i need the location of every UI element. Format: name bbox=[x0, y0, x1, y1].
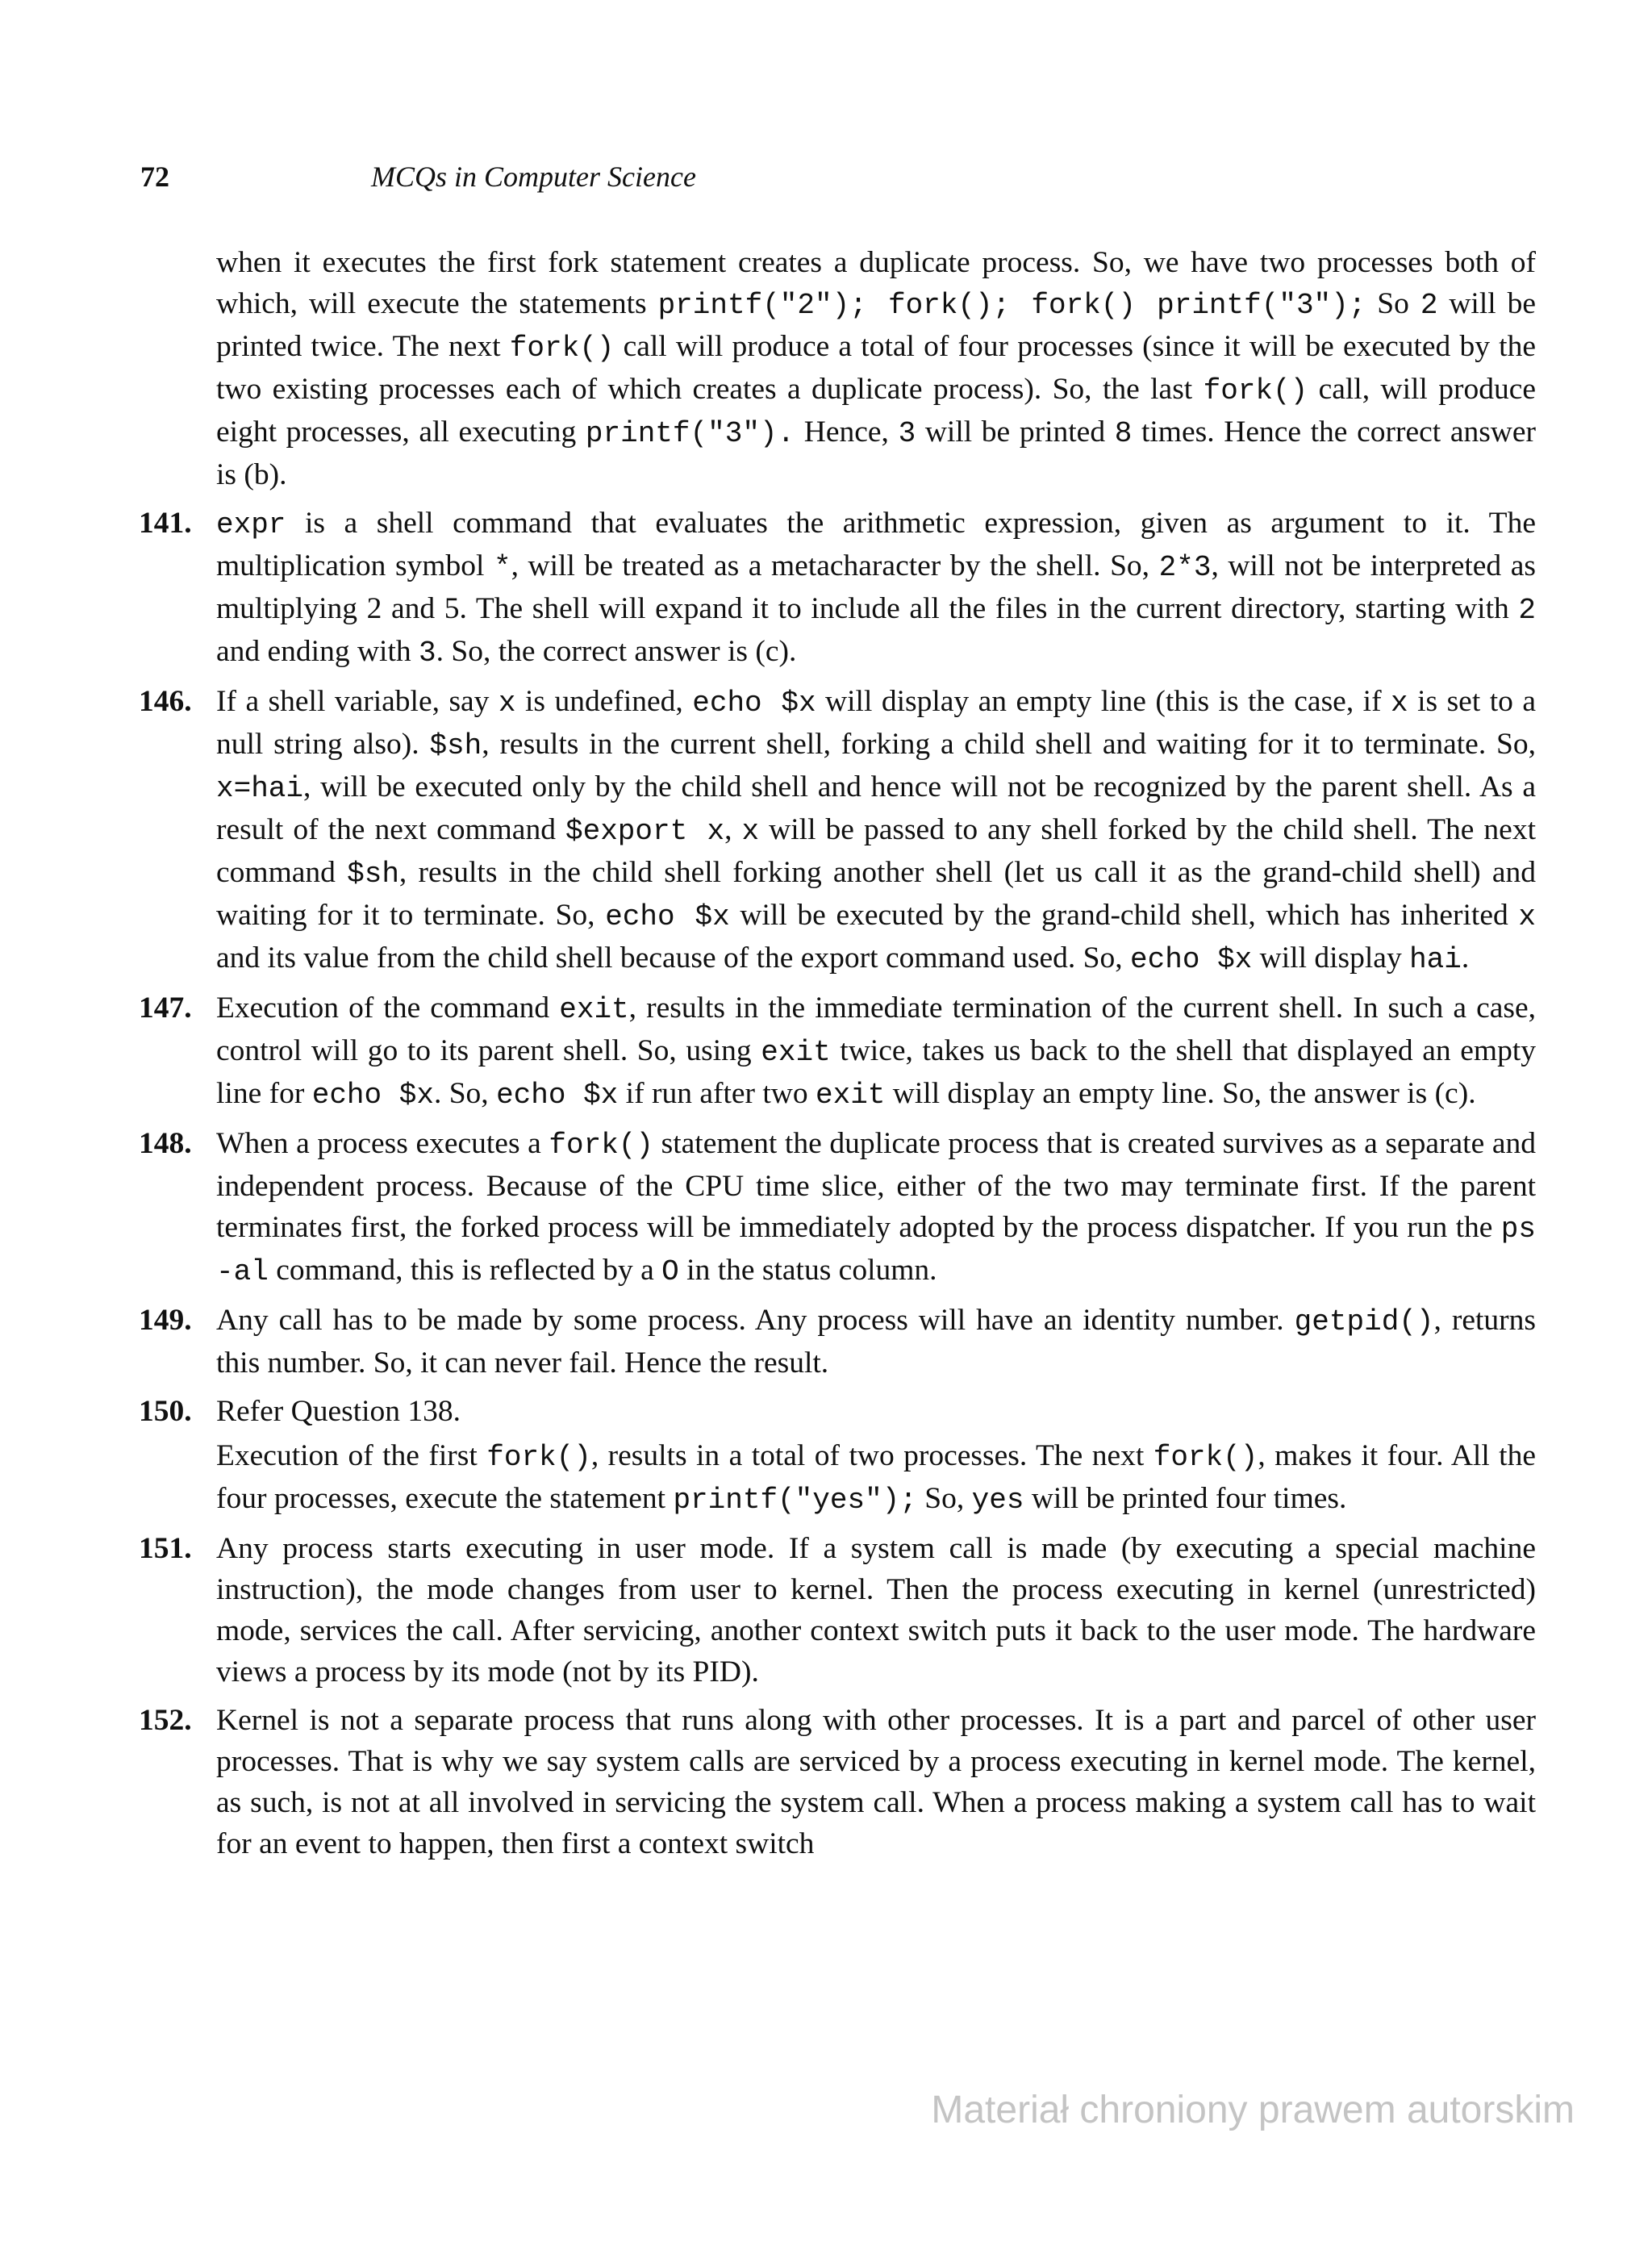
answer-141 bbox=[139, 503, 1536, 674]
code-run: $sh bbox=[429, 729, 482, 762]
text-run: in the status column. bbox=[678, 1254, 937, 1287]
text-run: . bbox=[1461, 941, 1470, 975]
code-run: fork() bbox=[1153, 1441, 1258, 1474]
text-run: twice, takes us back to the shell that displayed an empty line for bbox=[216, 1034, 1537, 1110]
code-run: getpid() bbox=[1294, 1305, 1434, 1338]
code-run: printf("2"); fork(); fork() printf("3"); bbox=[657, 289, 1366, 322]
text-run: will be printed bbox=[916, 415, 1115, 449]
code-run: O bbox=[661, 1255, 679, 1288]
code-run: echo $x bbox=[1130, 943, 1253, 976]
code-run: echo $x bbox=[311, 1079, 434, 1112]
answer-number: 152. bbox=[139, 1704, 192, 1737]
code-run: echo $x bbox=[496, 1079, 619, 1112]
answer-number: 141. bbox=[139, 507, 192, 540]
code-run: fork() bbox=[486, 1441, 591, 1474]
code-run: 3 bbox=[419, 637, 436, 670]
code-run: 2 bbox=[1518, 594, 1536, 627]
answer-text bbox=[216, 1391, 1536, 1432]
text-run: will be printed four times. bbox=[1024, 1482, 1347, 1515]
text-run: . So, the correct answer is (c). bbox=[436, 635, 797, 668]
answer-number: 150. bbox=[139, 1395, 192, 1428]
text-run: Any process starts executing in user mode. If a system call is made (by executing a special machine instruction), the mode changes from user to kernel. Then the process executing in kernel (unrestricted) mode, services the call. After servicing, another context switch puts it back to the user mode. The hardware views a process by its mode (not by its PID). bbox=[216, 1532, 1536, 1689]
code-run: 3 bbox=[898, 417, 916, 450]
text-run: So, bbox=[916, 1482, 972, 1515]
page-number: 72 bbox=[140, 161, 169, 193]
code-run: x bbox=[741, 815, 760, 848]
code-run: exit bbox=[816, 1079, 886, 1112]
text-run: when it executes the first fork statement creates a duplicate process. So, we have two processes both of which, will execute the statements bbox=[216, 246, 1536, 320]
code-run: $sh bbox=[347, 858, 399, 891]
answer-text bbox=[216, 1700, 1536, 1864]
text-run: , results in the child shell forking another shell (let us call it as the grand-child shell) and waiting for it to terminate. So, bbox=[216, 856, 1536, 932]
text-run: , bbox=[724, 813, 742, 846]
text-run: is undefined, bbox=[515, 685, 693, 718]
answer-text bbox=[216, 1123, 1536, 1292]
text-run: will display an empty line. So, the answer is (c). bbox=[885, 1077, 1476, 1110]
text-run: So bbox=[1366, 287, 1420, 320]
answer-text bbox=[216, 987, 1536, 1116]
text-run: Refer Question 138. bbox=[216, 1395, 461, 1428]
answer-text bbox=[216, 1435, 1536, 1521]
text-run: and ending with bbox=[216, 635, 419, 668]
answer-number: 149. bbox=[139, 1304, 192, 1337]
code-run: yes bbox=[971, 1484, 1024, 1517]
code-run: x bbox=[1391, 687, 1408, 720]
text-run: is set to a null string also). bbox=[216, 685, 1536, 761]
code-run: expr bbox=[216, 508, 286, 541]
code-run: x bbox=[498, 687, 516, 720]
answer-number: 146. bbox=[139, 685, 192, 718]
text-run: , will be treated as a metacharacter by the shell. So, bbox=[511, 549, 1159, 582]
text-run: will display an empty line (this is the case, if bbox=[816, 685, 1391, 718]
page-header bbox=[140, 160, 1560, 200]
answer-text bbox=[216, 1300, 1536, 1384]
answer-151 bbox=[139, 1528, 1536, 1693]
text-run: If a shell variable, say bbox=[216, 685, 499, 718]
text-run: Any call has to be made by some process. Any process will have an identity number. bbox=[216, 1304, 1295, 1337]
text-run: Kernel is not a separate process that runs along with other processes. It is a part and parcel of other user processes. That is why we say system calls are serviced by a process executing in kernel mode. The kernel, as such, is not at all involved in servicing the system call. When a process making a system call has to wait for an event to happen, then first a context switch bbox=[216, 1704, 1536, 1860]
text-run: if run after two bbox=[618, 1077, 816, 1110]
code-run: $export x bbox=[565, 815, 725, 848]
code-run: echo $x bbox=[605, 900, 730, 933]
text-run: command, this is reflected by a bbox=[268, 1254, 662, 1287]
text-run: , results in the current shell, forking a child shell and waiting for it to terminate. So, bbox=[482, 728, 1536, 761]
code-run: 2*3 bbox=[1158, 551, 1212, 584]
answer-148 bbox=[139, 1123, 1536, 1292]
code-run: x bbox=[1518, 900, 1536, 933]
text-run: call will produce a total of four processes (since it will be executed by the two existing processes each of which creates a duplicate process). So, the last bbox=[216, 330, 1536, 406]
text-run: Execution of the first bbox=[216, 1439, 487, 1472]
intro-paragraph bbox=[216, 242, 1536, 495]
answer-147 bbox=[139, 987, 1537, 1116]
code-run: fork() bbox=[509, 332, 615, 365]
answer-146 bbox=[139, 681, 1536, 980]
answer-number: 148. bbox=[139, 1127, 192, 1160]
answer-number: 147. bbox=[139, 991, 192, 1025]
copyright-watermark: Materiał chroniony prawem autorskim bbox=[931, 2089, 1575, 2131]
answer-149 bbox=[139, 1300, 1536, 1384]
code-run: * bbox=[493, 551, 511, 584]
text-run: When a process executes a bbox=[216, 1127, 549, 1160]
text-run: will be passed to any shell forked by the child shell. The next command bbox=[216, 813, 1536, 889]
text-run: , makes it four. All the four processes, execute the statement bbox=[216, 1439, 1536, 1515]
text-run: Execution of the command bbox=[216, 991, 560, 1025]
text-run: will be executed by the grand-child shell, which has inherited bbox=[729, 899, 1519, 932]
code-run: x=hai bbox=[216, 772, 304, 805]
code-run: printf("yes"); bbox=[673, 1484, 917, 1517]
answer-text bbox=[216, 503, 1536, 674]
code-run: fork() bbox=[1203, 374, 1308, 407]
answer-text bbox=[216, 681, 1536, 980]
answer-150 bbox=[139, 1391, 1536, 1521]
code-run: ps -al bbox=[216, 1213, 1536, 1288]
answer-152 bbox=[139, 1700, 1536, 1864]
code-run: fork() bbox=[549, 1129, 654, 1162]
answer-text bbox=[216, 1528, 1536, 1693]
running-title: MCQs in Computer Science bbox=[371, 161, 696, 193]
code-run: 8 bbox=[1114, 417, 1133, 450]
answer-number: 151. bbox=[139, 1532, 192, 1565]
text-run: , results in a total of two processes. The next bbox=[590, 1439, 1153, 1472]
text-run: will be printed twice. The next bbox=[216, 287, 1536, 363]
text-run: , returns this number. So, it can never fail. Hence the result. bbox=[216, 1304, 1536, 1380]
text-run: and its value from the child shell because of the export command used. So, bbox=[216, 941, 1131, 975]
code-run: 2 bbox=[1420, 289, 1438, 322]
page-body bbox=[139, 242, 1537, 1864]
code-run: exit bbox=[559, 993, 629, 1026]
text-run: , will not be interpreted as multiplying 2 and 5. The shell will expand it to include all the files in the current directory, starting with bbox=[216, 549, 1536, 625]
text-run: will display bbox=[1252, 941, 1410, 975]
text-run: is a shell command that evaluates the arithmetic expression, given as argument to it. The multiplication symbol bbox=[216, 507, 1536, 582]
code-run: hai bbox=[1409, 943, 1462, 976]
code-run: printf("3"). bbox=[585, 417, 795, 450]
text-run: statement the duplicate process that is created survives as a separate and independent process. Because of the CPU time slice, either of the two may terminate first. If the parent terminates first, the forked process will be immediately adopted by the process dispatcher. If you run the bbox=[216, 1127, 1536, 1244]
text-run: call, will produce eight processes, all executing bbox=[216, 373, 1536, 449]
text-run: . So, bbox=[433, 1077, 497, 1110]
text-run: times. Hence the correct answer is (b). bbox=[216, 415, 1537, 491]
code-run: exit bbox=[761, 1036, 831, 1069]
text-run: , results in the immediate termination of the current shell. In such a case, control will go to its parent shell. So, using bbox=[216, 991, 1536, 1067]
code-run: echo $x bbox=[692, 687, 816, 720]
text-run: , will be executed only by the child shell and hence will not be recognized by the parent shell. As a result of the next command bbox=[216, 770, 1536, 846]
text-run: Hence, bbox=[795, 415, 899, 449]
